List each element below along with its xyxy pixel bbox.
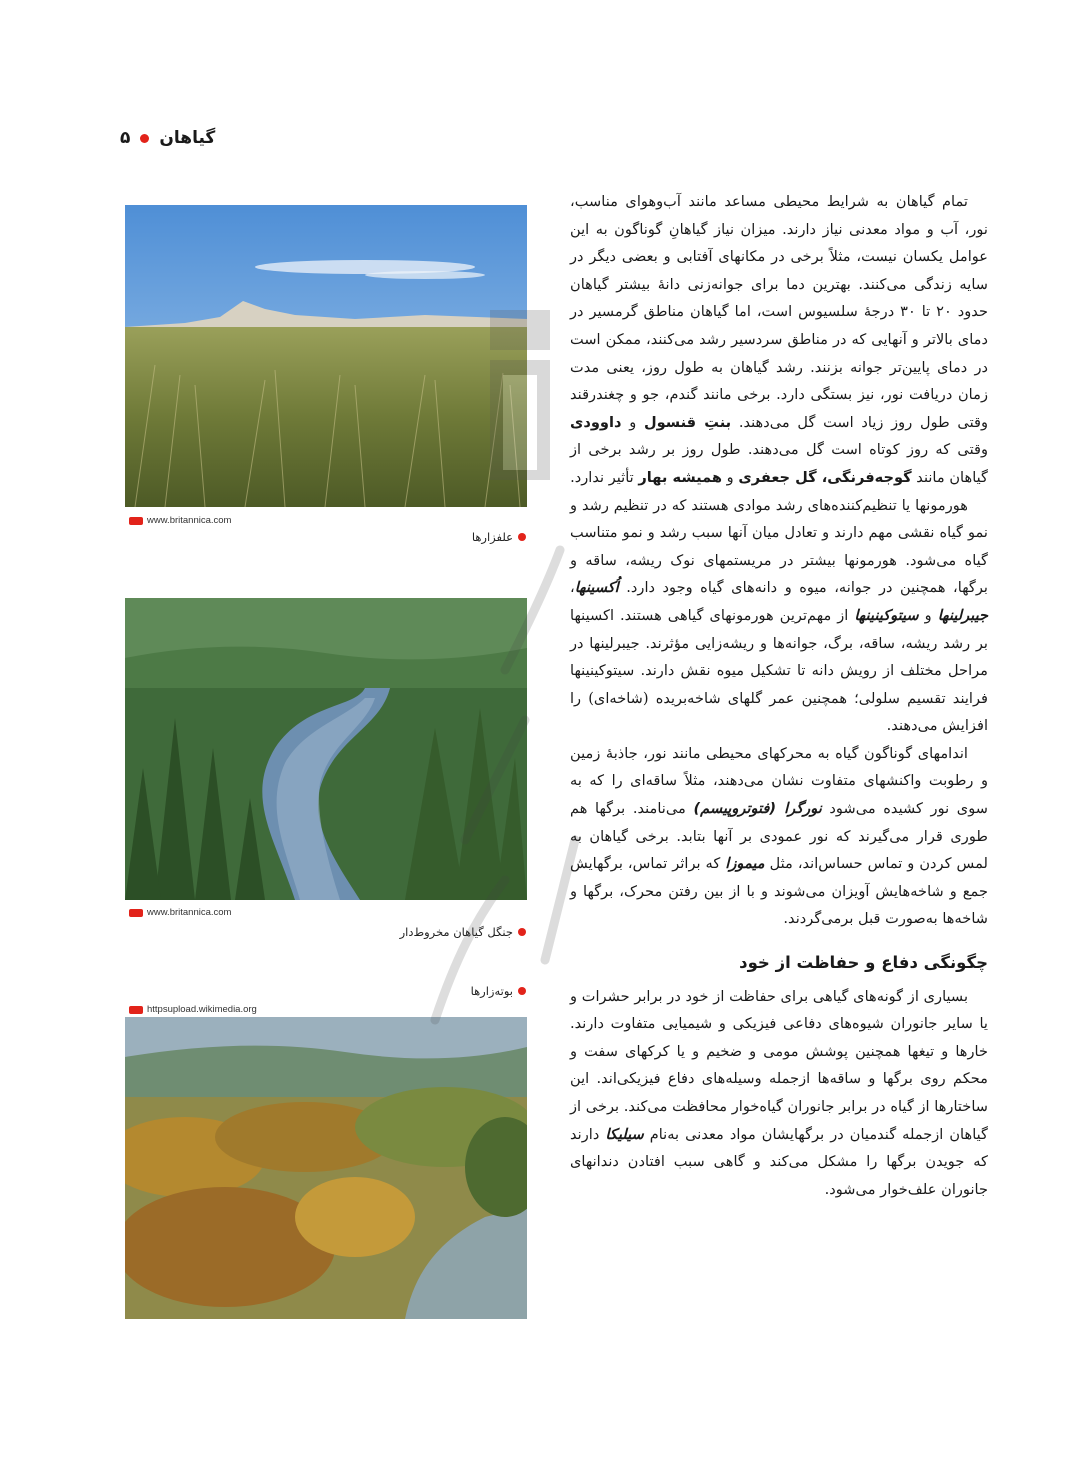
paragraph-1: تمام گیاهان به شرایط محیطی مساعد مانند آب‌وهوای مناسب، نور، آب و مواد معدنی نیاز دارند. میزان نیاز گیاهانِ گوناگون به این عوامل یکسان نیست، مثلاً برخی در مکانهای آفتابی و بعضی دیگر در سایه زندگی می‌کنند. بهترین دما برای جوانه‌زنی دانهٔ بیشتر گیاهان حدود ۲۰ تا ۳۰ درجهٔ سلسیوس است، اما گیاهان مناطق گرمسیر در دمای بالاتر و آنهایی که در مناطق سردسیر رشد می‌کنند، ممکن است در دمای پایین‌تر جوانه بزنند. رشد گیاهان به طول روز، یعنی مدت زمان دریافت نور، نیز بستگی دارد. برخی مانند گندم، جو و چغندرقند وقتی طول روز زیاد است گل می‌دهند. بنتِ قنسول و داوودی وقتی که روز کوتاه است گل می‌دهند. طول روز بر رشد برخی از گیاهان مانند گوجه‌فرنگی، گل جعفری و همیشه بهار تأثیر ندارد. [570,193,989,486]
photo-credit-3: httpsupload.wikimedia.org [129,1004,257,1015]
bullet-dot-icon [140,134,149,143]
photo-credit-2: www.britannica.com [129,907,231,918]
main-text-column [570,188,988,1203]
publisher-logo-icon [129,1006,143,1014]
paragraph-4: بسیاری از گونه‌های گیاهی برای حفاظت از خود در برابر حشرات و یا سایر جانوران شیوه‌های دفاعی فیزیکی و شیمیایی متفاوت دارند. خارها و تیغها همچنین پوشش مومی و ضخیم و یا کرکهای سفت و محکم روی برگها و ساقه‌ها ازجمله وسیله‌های دفاع فیزیکی‌اند. این ساختارها از گیاه در برابر جانوران گیاه‌خوار محافظت می‌کند. برخی از گیاهان ازجمله گندمیان در برگهایشان مواد معدنی به‌نام سیلیکا دارند که جویدن برگها را مشکل می‌کند و گاهی سبب افتادن دندانهای جانوران علف‌خوار می‌شود. [570,987,988,1198]
publisher-logo-icon [129,909,143,917]
paragraph-3: اندامهای گوناگون گیاه به محرکهای محیطی مانند نور، جاذبهٔ زمین و رطوبت واکنشهای متفاوت نشان می‌دهند، مثلاً ساقه‌ای را که به سوی نور کشیده می‌شود نورگرا (فتوتروپیسم) می‌نامند. برگها هم طوری قرار می‌گیرند که نور عمودی بر آنها بتابد. برخی گیاهان به لمس کردن و تماس حساس‌اند، مثل میموزا که براثر تماس، برگهایش جمع و شاخه‌هایش آویزان می‌شوند و با از بین رفتن محرک، برگها و شاخه‌ها به‌صورت قبل برمی‌گردند. [570,744,988,928]
page-number: ۵ [120,128,131,148]
running-head [120,128,215,148]
photo-conifer-forest [125,598,527,900]
paragraph-2: هورمونها یا تنظیم‌کننده‌های رشد موادی هستند که در تنظیم رشد و نمو گیاه نقشی مهم دارند و تعادل میان آنها سبب رشد و نمو متناسب گیاه می‌شود. هورمونها بیشتر در مریستمهای نوک ریشه، ساقه و برگها، همچنین در جوانه، میوه و دانه‌های گیاه وجود دارد. اُکسینها، جیبرلینها و سیتوکینینها از مهم‌ترین هورمونهای گیاهی هستند. اکسینها بر رشد ریشه، ساقه، برگ، جوانه‌ها و ریشه‌زایی مؤثرند. جیبرلینها در مراحل مختلف از رویش دانه تا تشکیل میوه نقش دارند. سیتوکینینها فرایند تقسیم سلولی؛ همچنین عمر گلهای شاخه‌بریده (شاخه‌ای) را افزایش می‌دهند. [570,496,988,735]
bullet-dot-icon [518,928,526,936]
section-heading: چگونگی دفاع و حفاظت از خود [739,953,988,973]
publisher-logo-icon [129,517,143,525]
photo-caption-2: جنگل گیاهان مخروط‌دار [400,925,526,939]
bullet-dot-icon [518,533,526,541]
photo-shrubland [125,1017,527,1319]
photo-caption-3: بوته‌زارها [471,984,526,998]
photo-caption-1: علفزارها [472,530,526,544]
bullet-dot-icon [518,987,526,995]
chapter-title: گیاهان [159,128,216,148]
photo-credit-1: www.britannica.com [129,515,231,526]
photo-grassland [125,205,527,507]
